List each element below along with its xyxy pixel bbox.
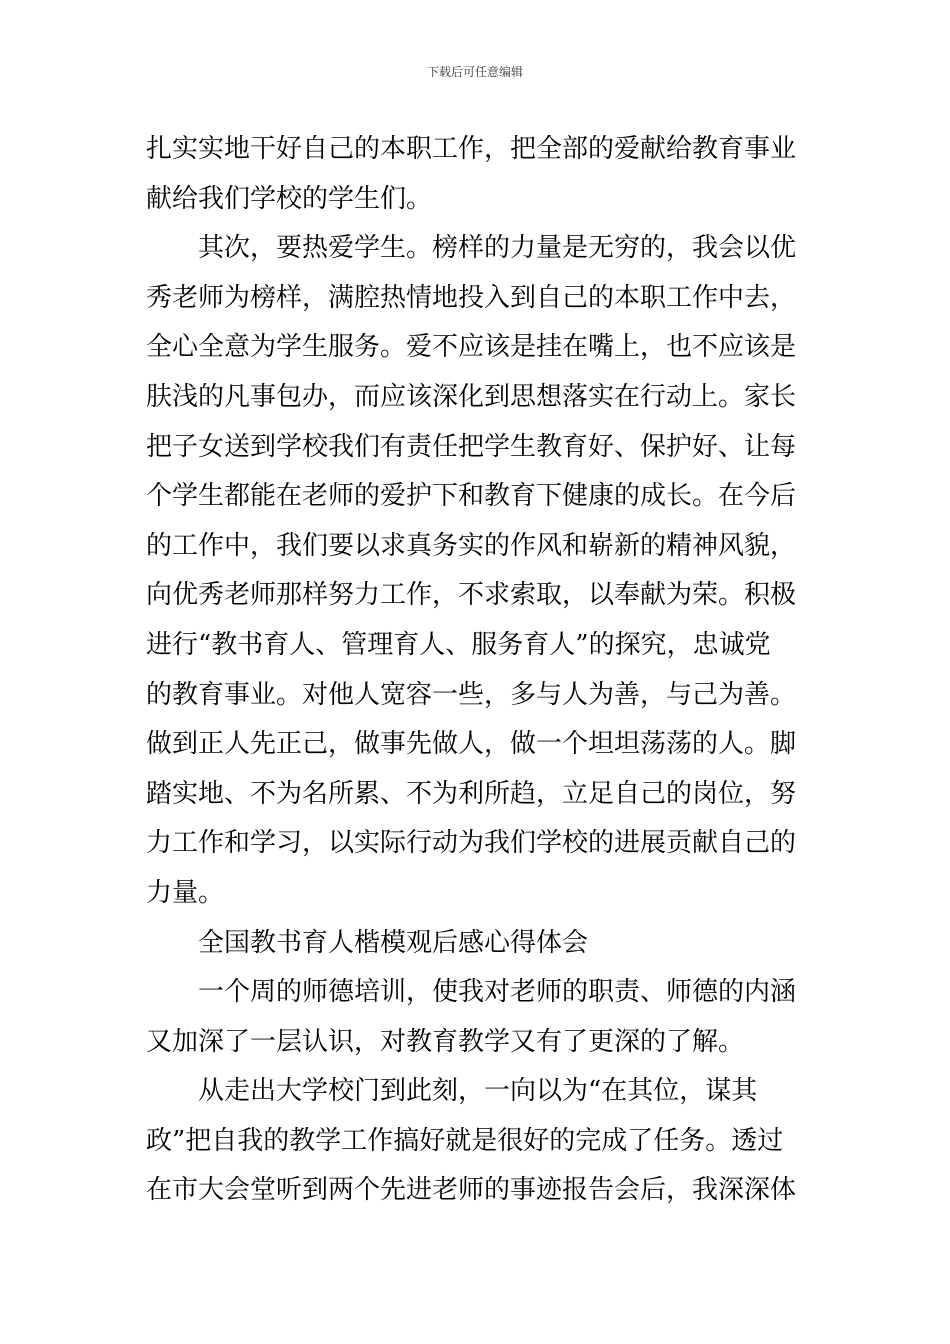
text-line: 从走出大学校门到此刻，一向以为“在其位，谋其: [198, 1076, 758, 1107]
text-line: 政”把自我的教学工作搞好就是很好的完成了任务。透过: [146, 1125, 784, 1156]
text-line: 的教育事业。对他人宽容一些，多与人为善，与己为善。: [146, 679, 797, 710]
text-line: 一个周的师德培训，使我对老师的职责、师德的内涵: [198, 977, 797, 1008]
text-line: 的工作中，我们要以求真务实的作风和崭新的精神风貌，: [146, 530, 797, 561]
text-line: 进行“教书育人、管理育人、服务育人”的探究，忠诚党: [146, 629, 771, 660]
text-line: 力量。: [146, 877, 225, 908]
text-line: 又加深了一层认识，对教育教学又有了更深的了解。: [146, 1026, 745, 1057]
text-line: 在市大会堂听到两个先进老师的事迹报告会后，我深深体: [146, 1175, 797, 1206]
text-line: 献给我们学校的学生们。: [146, 183, 433, 214]
text-line: 向优秀老师那样努力工作，不求索取，以奉献为荣。积极: [146, 580, 797, 611]
text-line: 扎实实地干好自己的本职工作，把全部的爱献给教育事业: [146, 134, 797, 164]
text-line: 把子女送到学校我们有责任把学生教育好、保护好、让每: [146, 431, 797, 462]
text-line: 其次，要热爱学生。榜样的力量是无穷的，我会以优: [198, 233, 797, 264]
page-header: 下载后可任意编辑: [426, 65, 523, 79]
text-line: 踏实地、不为名所累、不为利所趋，立足自己的岗位，努: [146, 778, 797, 809]
section-title: 全国教书育人楷模观后感心得体会: [198, 927, 589, 958]
text-line: 全心全意为学生服务。爱不应该是挂在嘴上，也不应该是: [146, 332, 797, 363]
text-line: 肤浅的凡事包办，而应该深化到思想落实在行动上。家长: [146, 381, 797, 412]
text-line: 力工作和学习，以实际行动为我们学校的进展贡献自己的: [146, 828, 797, 859]
text-line: 做到正人先正己，做事先做人，做一个坦坦荡荡的人。脚: [146, 729, 797, 760]
body-text: [146, 125, 806, 1216]
text-line: 秀老师为榜样，满腔热情地投入到自己的本职工作中去，: [146, 282, 797, 313]
text-line: 个学生都能在老师的爱护下和教育下健康的成长。在今后: [146, 481, 797, 512]
